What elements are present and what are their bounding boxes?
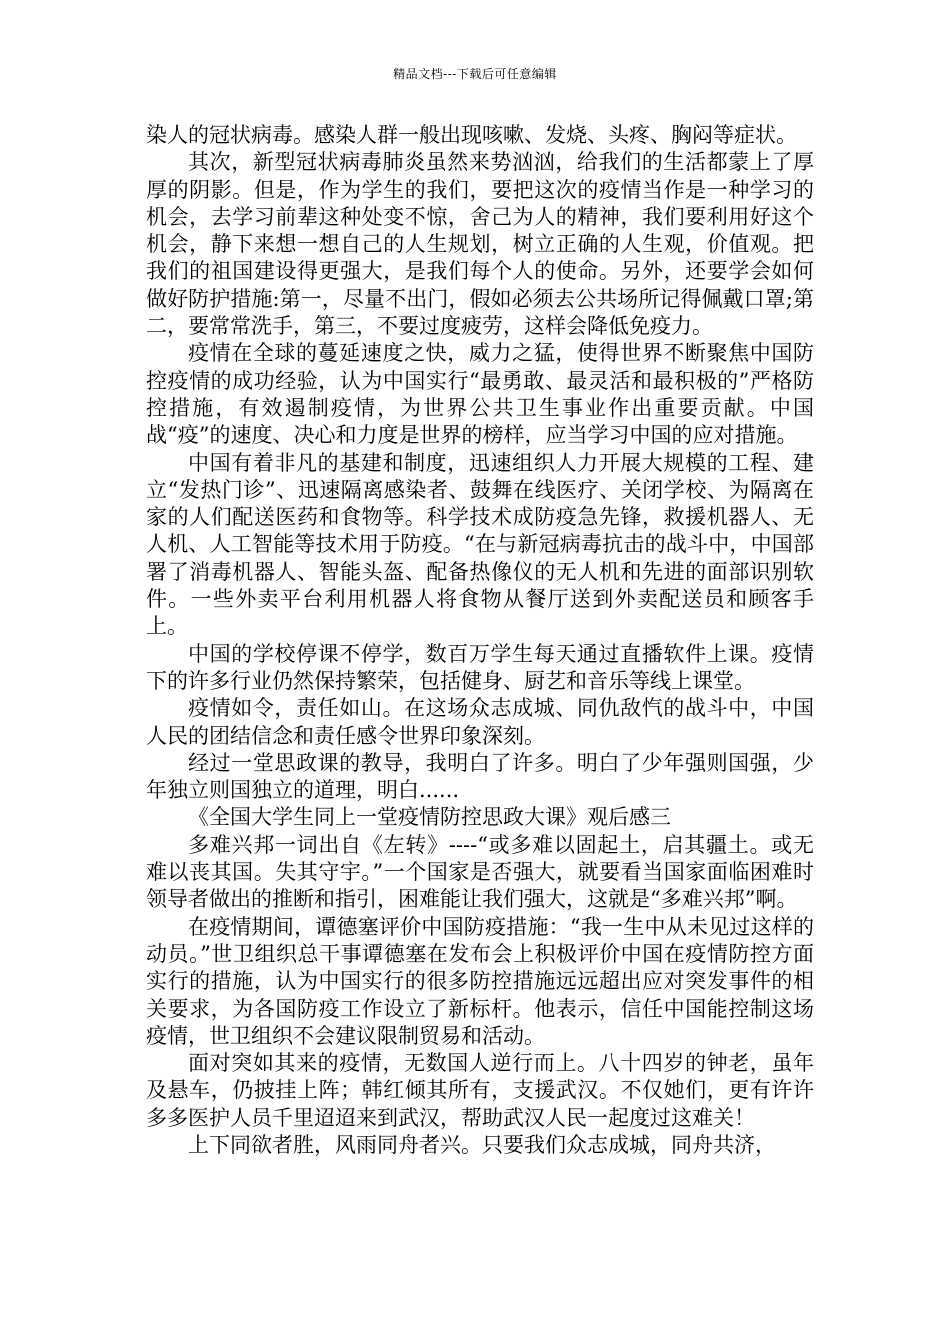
paragraph-continuation: 染人的冠状病毒。感染人群一般出现咳嗽、发烧、头疼、胸闷等症状。	[146, 123, 797, 147]
paragraph: 中国的学校停课不停学，数百万学生每天通过直播软件上课。疫情下的许多行业仍然保持繁荣，包括健身、厨艺和音乐等线上课堂。	[146, 641, 814, 693]
paragraph: 疫情如令，责任如山。在这场众志成城、同仇敌忾的战斗中，中国人民的团结信念和责任感令世界印象深刻。	[146, 696, 814, 748]
page-header: 精品文档---下载后可任意编辑	[393, 67, 557, 81]
section-title: 《全国大学生同上一堂疫情防控思政大课》观后感三	[188, 805, 671, 830]
paragraph: 上下同欲者胜，风雨同舟者兴。只要我们众志成城，同舟共济，	[188, 1132, 776, 1157]
document-body	[146, 122, 814, 1159]
paragraph: 在疫情期间，谭德塞评价中国防疫措施：“我一生中从未见过这样的动员。”世卫组织总干事谭德塞在发布会上积极评价中国在疫情防控方面实行的措施，认为中国实行的很多防控措施远远超出应对突发事件的相关要求，为各国防疫工作设立了新标杆。他表示，信任中国能控制这场疫情，世卫组织不会建议限制贸易和活动。	[146, 914, 814, 1048]
paragraph: 疫情在全球的蔓延速度之快，威力之猛，使得世界不断聚焦中国防控疫情的成功经验，认为中国实行“最勇敢、最灵活和最积极的”严格防控措施，有效遏制疫情，为世界公共卫生事业作出重要贡献。中国战“疫”的速度、决心和力度是世界的榜样，应当学习中国的应对措施。	[146, 341, 814, 448]
paragraph: 中国有着非凡的基建和制度，迅速组织人力开展大规模的工程、建立“发热门诊”、迅速隔离感染者、鼓舞在线医疗、关闭学校、为隔离在家的人们配送医药和食物等。科学技术成防疫急先锋，救援机器人、无人机、人工智能等技术用于防疫。“在与新冠病毒抗击的战斗中，中国部署了消毒机器人、智能头盔、配备热像仪的无人机和先进的面部识别软件。一些外卖平台利用机器人将食物从餐厅送到外卖配送员和顾客手上。	[146, 450, 814, 639]
paragraph: 其次，新型冠状病毒肺炎虽然来势汹汹，给我们的生活都蒙上了厚厚的阴影。但是，作为学生的我们，要把这次的疫情当作是一种学习的机会，去学习前辈这种处变不惊，舍己为人的精神，我们要利用好这个机会，静下来想一想自己的人生规划，树立正确的人生观，价值观。把我们的祖国建设得更强大，是我们每个人的使命。另外，还要学会如何做好防护措施:第一，尽量不出门，假如必须去公共场所记得佩戴口罩;第二，要常常洗手，第三，不要过度疲劳，这样会降低免疫力。	[146, 150, 814, 339]
paragraph: 多难兴邦一词出自《左转》----“或多难以固起土，启其疆土。或无难以丧其国。失其守宇。”一个国家是否强大，就要看当国家面临困难时领导者做出的推断和指引，困难能让我们强大，这就是“多难兴邦”啊。	[146, 832, 814, 912]
paragraph: 面对突如其来的疫情，无数国人逆行而上。八十四岁的钟老，虽年及悬车，仍披挂上阵；韩红倾其所有，支援武汉。不仅她们，更有许许多多医护人员千里迢迢来到武汉，帮助武汉人民一起度过这难关！	[146, 1051, 814, 1130]
paragraph: 经过一堂思政课的教导，我明白了许多。明白了少年强则国强，少年独立则国独立的道理，明白......	[146, 750, 814, 803]
